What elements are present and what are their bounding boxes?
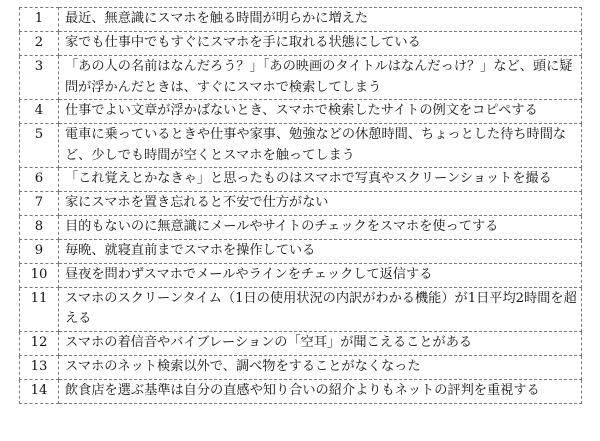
checklist-row bbox=[20, 239, 582, 263]
checklist-row bbox=[20, 32, 582, 56]
checklist-row bbox=[20, 379, 582, 403]
row-text: 飲食店を選ぶ基準は自分の直感や知り合いの紹介よりもネットの評判を重視する bbox=[59, 379, 582, 403]
row-text: 「あの人の名前はなんだろう？」「あの映画のタイトルはなんだっけ？」など、頭に疑問が浮かんだときは、すぐにスマホで検索してしまう bbox=[59, 56, 582, 100]
checklist-row bbox=[20, 191, 582, 215]
row-number: 13 bbox=[20, 355, 59, 379]
row-number: 8 bbox=[20, 215, 59, 239]
row-text: 家にスマホを置き忘れると不安で仕方がない bbox=[59, 191, 582, 215]
row-number: 7 bbox=[20, 191, 59, 215]
row-number: 12 bbox=[20, 331, 59, 355]
row-text: 仕事でよい文章が浮かばないとき、スマホで検索したサイトの例文をコピペする bbox=[59, 100, 582, 124]
row-text: 昼夜を問わずスマホでメールやラインをチェックして返信する bbox=[59, 263, 582, 287]
row-text: スマホのネット検索以外で、調べ物をすることがなくなった bbox=[59, 355, 582, 379]
row-text: スマホのスクリーンタイム（1日の使用状況の内訳がわかる機能）が1日平均2時間を超える bbox=[59, 287, 582, 331]
row-number: 1 bbox=[20, 8, 59, 32]
row-number: 14 bbox=[20, 379, 59, 403]
row-number: 3 bbox=[20, 56, 59, 100]
checklist-row bbox=[20, 8, 582, 32]
checklist-row bbox=[20, 355, 582, 379]
row-number: 9 bbox=[20, 239, 59, 263]
row-text: 最近、無意識にスマホを触る時間が明らかに増えた bbox=[59, 8, 582, 32]
checklist-row bbox=[20, 168, 582, 192]
checklist-row bbox=[20, 287, 582, 331]
checklist-row bbox=[20, 124, 582, 168]
row-text: 家でも仕事中でもすぐにスマホを手に取れる状態にしている bbox=[59, 32, 582, 56]
row-text: 「これ覚えとかなきゃ」と思ったものはスマホで写真やスクリーンショットを撮る bbox=[59, 168, 582, 192]
row-text: 毎晩、就寝直前までスマホを操作している bbox=[59, 239, 582, 263]
row-text: スマホの着信音やバイブレーションの「空耳」が聞こえることがある bbox=[59, 331, 582, 355]
row-text: 電車に乗っているときや仕事や家事、勉強などの休憩時間、ちょっとした待ち時間など、少しでも時間が空くとスマホを触ってしまう bbox=[59, 124, 582, 168]
checklist-table bbox=[19, 7, 582, 404]
row-number: 4 bbox=[20, 100, 59, 124]
row-text: 目的もないのに無意識にメールやサイトのチェックをスマホを使ってする bbox=[59, 215, 582, 239]
checklist-row bbox=[20, 100, 582, 124]
checklist-row bbox=[20, 56, 582, 100]
row-number: 5 bbox=[20, 124, 59, 168]
row-number: 11 bbox=[20, 287, 59, 331]
row-number: 2 bbox=[20, 32, 59, 56]
checklist-row bbox=[20, 263, 582, 287]
checklist-row bbox=[20, 331, 582, 355]
row-number: 6 bbox=[20, 168, 59, 192]
checklist-row bbox=[20, 215, 582, 239]
row-number: 10 bbox=[20, 263, 59, 287]
